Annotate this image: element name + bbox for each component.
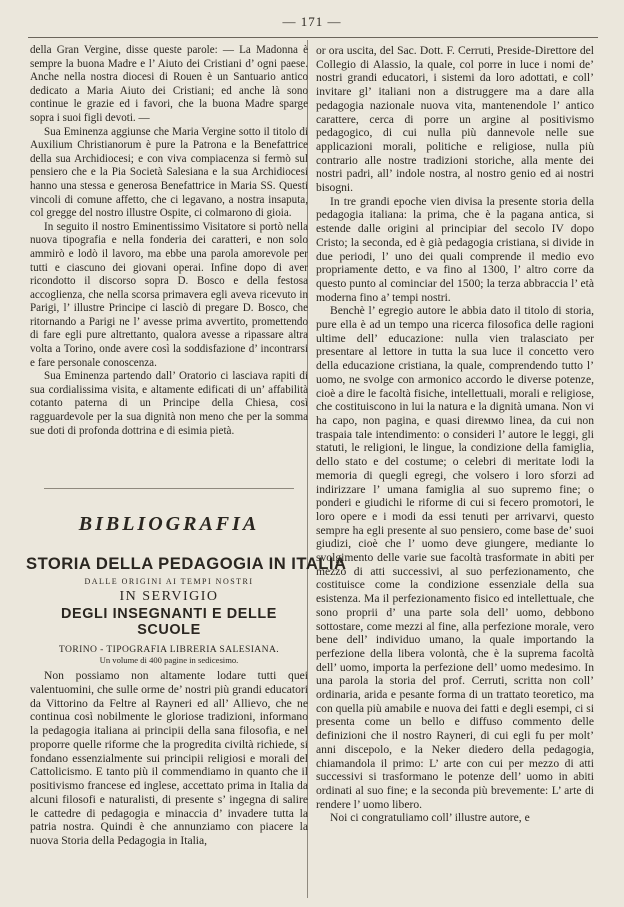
bibliography-heading: BIBLIOGRAFIA (78, 513, 260, 535)
header-rule (28, 37, 598, 38)
book-audience: DEGLI INSEGNANTI E DELLE SCUOLE (61, 606, 277, 638)
right-paragraph-4: Noi ci congratuliamo coll’ illustre autore, e (330, 811, 530, 825)
left-paragraph-3: In seguito il nostro Eminentissimo Visitatore si portò nella nuova tipografia e nella fonderia dei caratteri, e non solo ammirò e lodò il lavoro, ma ebbe una parola amorevole per tutti e ciascuno dei giovani operai. Infine dopo di aver ricondotto il discorso sopra D. Bosco e della festosa accoglienza, che nella scorsa primavera egli aveva ricevuto in Parigi, l’ illustre Principe ci lasciò di pregare D. Bosco, che ritornando a Parigi ne l’ avesse prima avvertito, promettendo di fare egli pure altrettanto, qualora avesse a ripassare altra volta a Torino, onde avere così la soddisfazione d’ incontrarsi e fare personale conoscenza. (30, 220, 308, 369)
review-left (30, 669, 308, 848)
right-paragraph-2: In tre grandi epoche vien divisa la presente storia della pedagogia italiana: la prima, che è la pagana antica, si estende dalle origini al principiar del secolo IV dopo Cristo; la seconda, ed è già pedagogia cristiana, si divide in due periodi, l’ uno dei quali comprende il medio evo propriamente detto, e va fino al 1300, l’ altro corre da questo punto al cominciar del 1500; la terza abbraccia l’ età moderna fino a’ tempi nostri. (316, 194, 594, 304)
section-separator (44, 488, 294, 489)
right-paragraph-3: Benchè l’ egregio autore le abbia dato il titolo di storia, pure ella è ad un tempo una ricerca filosofica delle ragioni ultime dell’ educazione: nulla vien tralasciato per presentare al lettore in tutta la sua luce il concetto vero della educazione cristiana, la quale, comprendendo tutto l’ uomo, ne svolge con armonico accordo le diverse potenze, cioè a dire le facoltà fisiche, intellettuali, morali e religiose, che costituiscono in lui la natura e la dignità umana. Non vi ha capo, non pagina, e quasi direммo linea, da cui non traspaia tale intendimento: o consideri l’ autore le leggi, gli statuti, le religioni, le lingue, la condizione della famiglia, dello stato e del costume; o celebri di meritate lodi la memoria di quegli egregi, che volsero i loro sforzi ad indirizzare l’ umana famiglia al suo supremo fine; o ponderi e giudichi le riforme di cui si fecero promotori, le loro opere e i modi da essi tenuti per arrivarvi, questo sempre ha egli presente al suo pensiero, come base de’ suoi giudizi, cioè che l’ uomo deve giungere, mediante lo svolgimento delle varie sue facoltà trasformate in abiti per mezzo di atti successivi, al suo perfezionamento, che costituisce come la condizione essenziale della sua esistenza. Ma il perfezionamento fisico ed intellettuale, che sono proprii d’ una parte sola dell’ uomo, debbono sottostare, come mezzi al fine, alla perfezione morale, vero bene dell’ individuo umano, la quale importando la perfezione della libera volontà, che è la suprema facoltà dell’ uomo, importa la perfezione dell’ uomo medesimo. In una parola la storia del prof. Cerruti, scritta non coll’ ordinaria, arida e pesante forma di un trattato teoretico, ma con quella più amabile e nuova dei fatti e degli esempi, ci si presenta come un bello e diffuso commento delle definizioni che il nostro Rayneri, di cui egli fu per molt’ anni discepolo, e la Neker diedero della pedagogia, chiamandola il primo: L’ arte con cui per mezzo di atti successivi si trasformano le potenze dell’ uomo in abiti ordinati al suo fine; e la seconda più brevemente: L’ arte di rendere l’ uomo libero. (316, 304, 594, 811)
left-paragraph-2: Sua Eminenza aggiunse che Maria Vergine sotto il titolo di Auxilium Christianorum è pure la Patrona e la Benefattrice della sua Archidiocesi; e con viva compiacenza si fermò sul pensiero che e la Pia Società Salesiana e la sua Archidiocesi hanno una stessa e generosa Benefattrice in Maria SS. Questi vincoli di comune affetto, che ci legavano, a nostra insaputa, col gregge del nostro illustre Ospite, ci colmarono di gioia. (30, 125, 308, 220)
left-column (30, 44, 308, 438)
book-subtitle: DALLE ORIGINI AI TEMPI NOSTRI (84, 577, 254, 586)
page-number: — 171 — (282, 14, 342, 29)
book-extent: Un volume di 400 pagine in sedicesimo. (99, 655, 239, 665)
left-paragraph-4: Sua Eminenza partendo dall’ Oratorio ci lasciava rapiti di sua cordialissima visita, e altamente edificati di un’ affabilità cotanto paterna di un Principe della Chiesa, così ragguardevole per la sua dignità non meno che per la somma sue doti di profonda dottrina e di esimia pietà. (30, 370, 308, 437)
right-column (316, 44, 594, 825)
bibliography-section (26, 488, 347, 665)
book-title: STORIA DELLA PEDAGOGIA IN ITALIA (26, 554, 347, 573)
left-paragraph-1: della Gran Vergine, disse queste parole: — La Madonna è sempre la buona Madre e l’ Aiuto dei Cristiani d’ ogni paese. Anche nella nostra diocesi di Rouen è un Santuario antico dedicato a Maria Aiuto dei Cristiani; ed anche là sono continue le grazie ed i favori, che la buona Madre sparge sopra i suoi figli devoti. — (30, 44, 308, 124)
review-paragraph: Non possiamo non altamente lodare tutti quei valentuomini, che sulle orme de’ nostri più grandi educatori da Vittorino da Feltre al Rayneri ed all’ Allievo, che ne continua così nobilmente le gloriose tradizioni, informano la pedagogia italiana ai principii della sana filosofia, e nel proporre quelle riforme che la progredita civiltà richiede, si fondano essenzialmente sui principii religiosi e morali del Cattolicismo. E tanto più il commendiamo in quanto che il positivismo francese ed inglese, accettato prima in Italia da alcuni filosofi e naturalisti, di presente s’ ingegna di salire le cattedre di pedagogia e minaccia d’ invadere tutta la patria nostra. Quindi è che annunziamo con piacere la nuova Storia della Pedagogia in Italia, (30, 669, 308, 847)
right-paragraph-1: or ora uscita, del Sac. Dott. F. Cerruti, Preside-Direttore del Collegio di Alassio, la quale, col porre in luce i nomi de’ nostri grandi educatori, i sistemi da loro adottati, e coll’ invitare gl’ italiani non a distruggere ma a dare alla pedagogia nazionale nuova vita, mantenendole l’ antico carattere, cerca di porre un argine al positivismo pedagogico, di cui nulla più dannevole nelle sue applicazioni morali, politiche e religiose, nulla più contrario alle nostre tradizioni storiche, alla mente dei nostri padri, all’ indole nostra, al nostro genio ed ai nostri bisogni. (316, 44, 594, 195)
book-publisher: TORINO - TIPOGRAFIA LIBRERIA SALESIANA. (58, 644, 280, 655)
book-service-line: IN SERVIGIO (119, 589, 219, 604)
